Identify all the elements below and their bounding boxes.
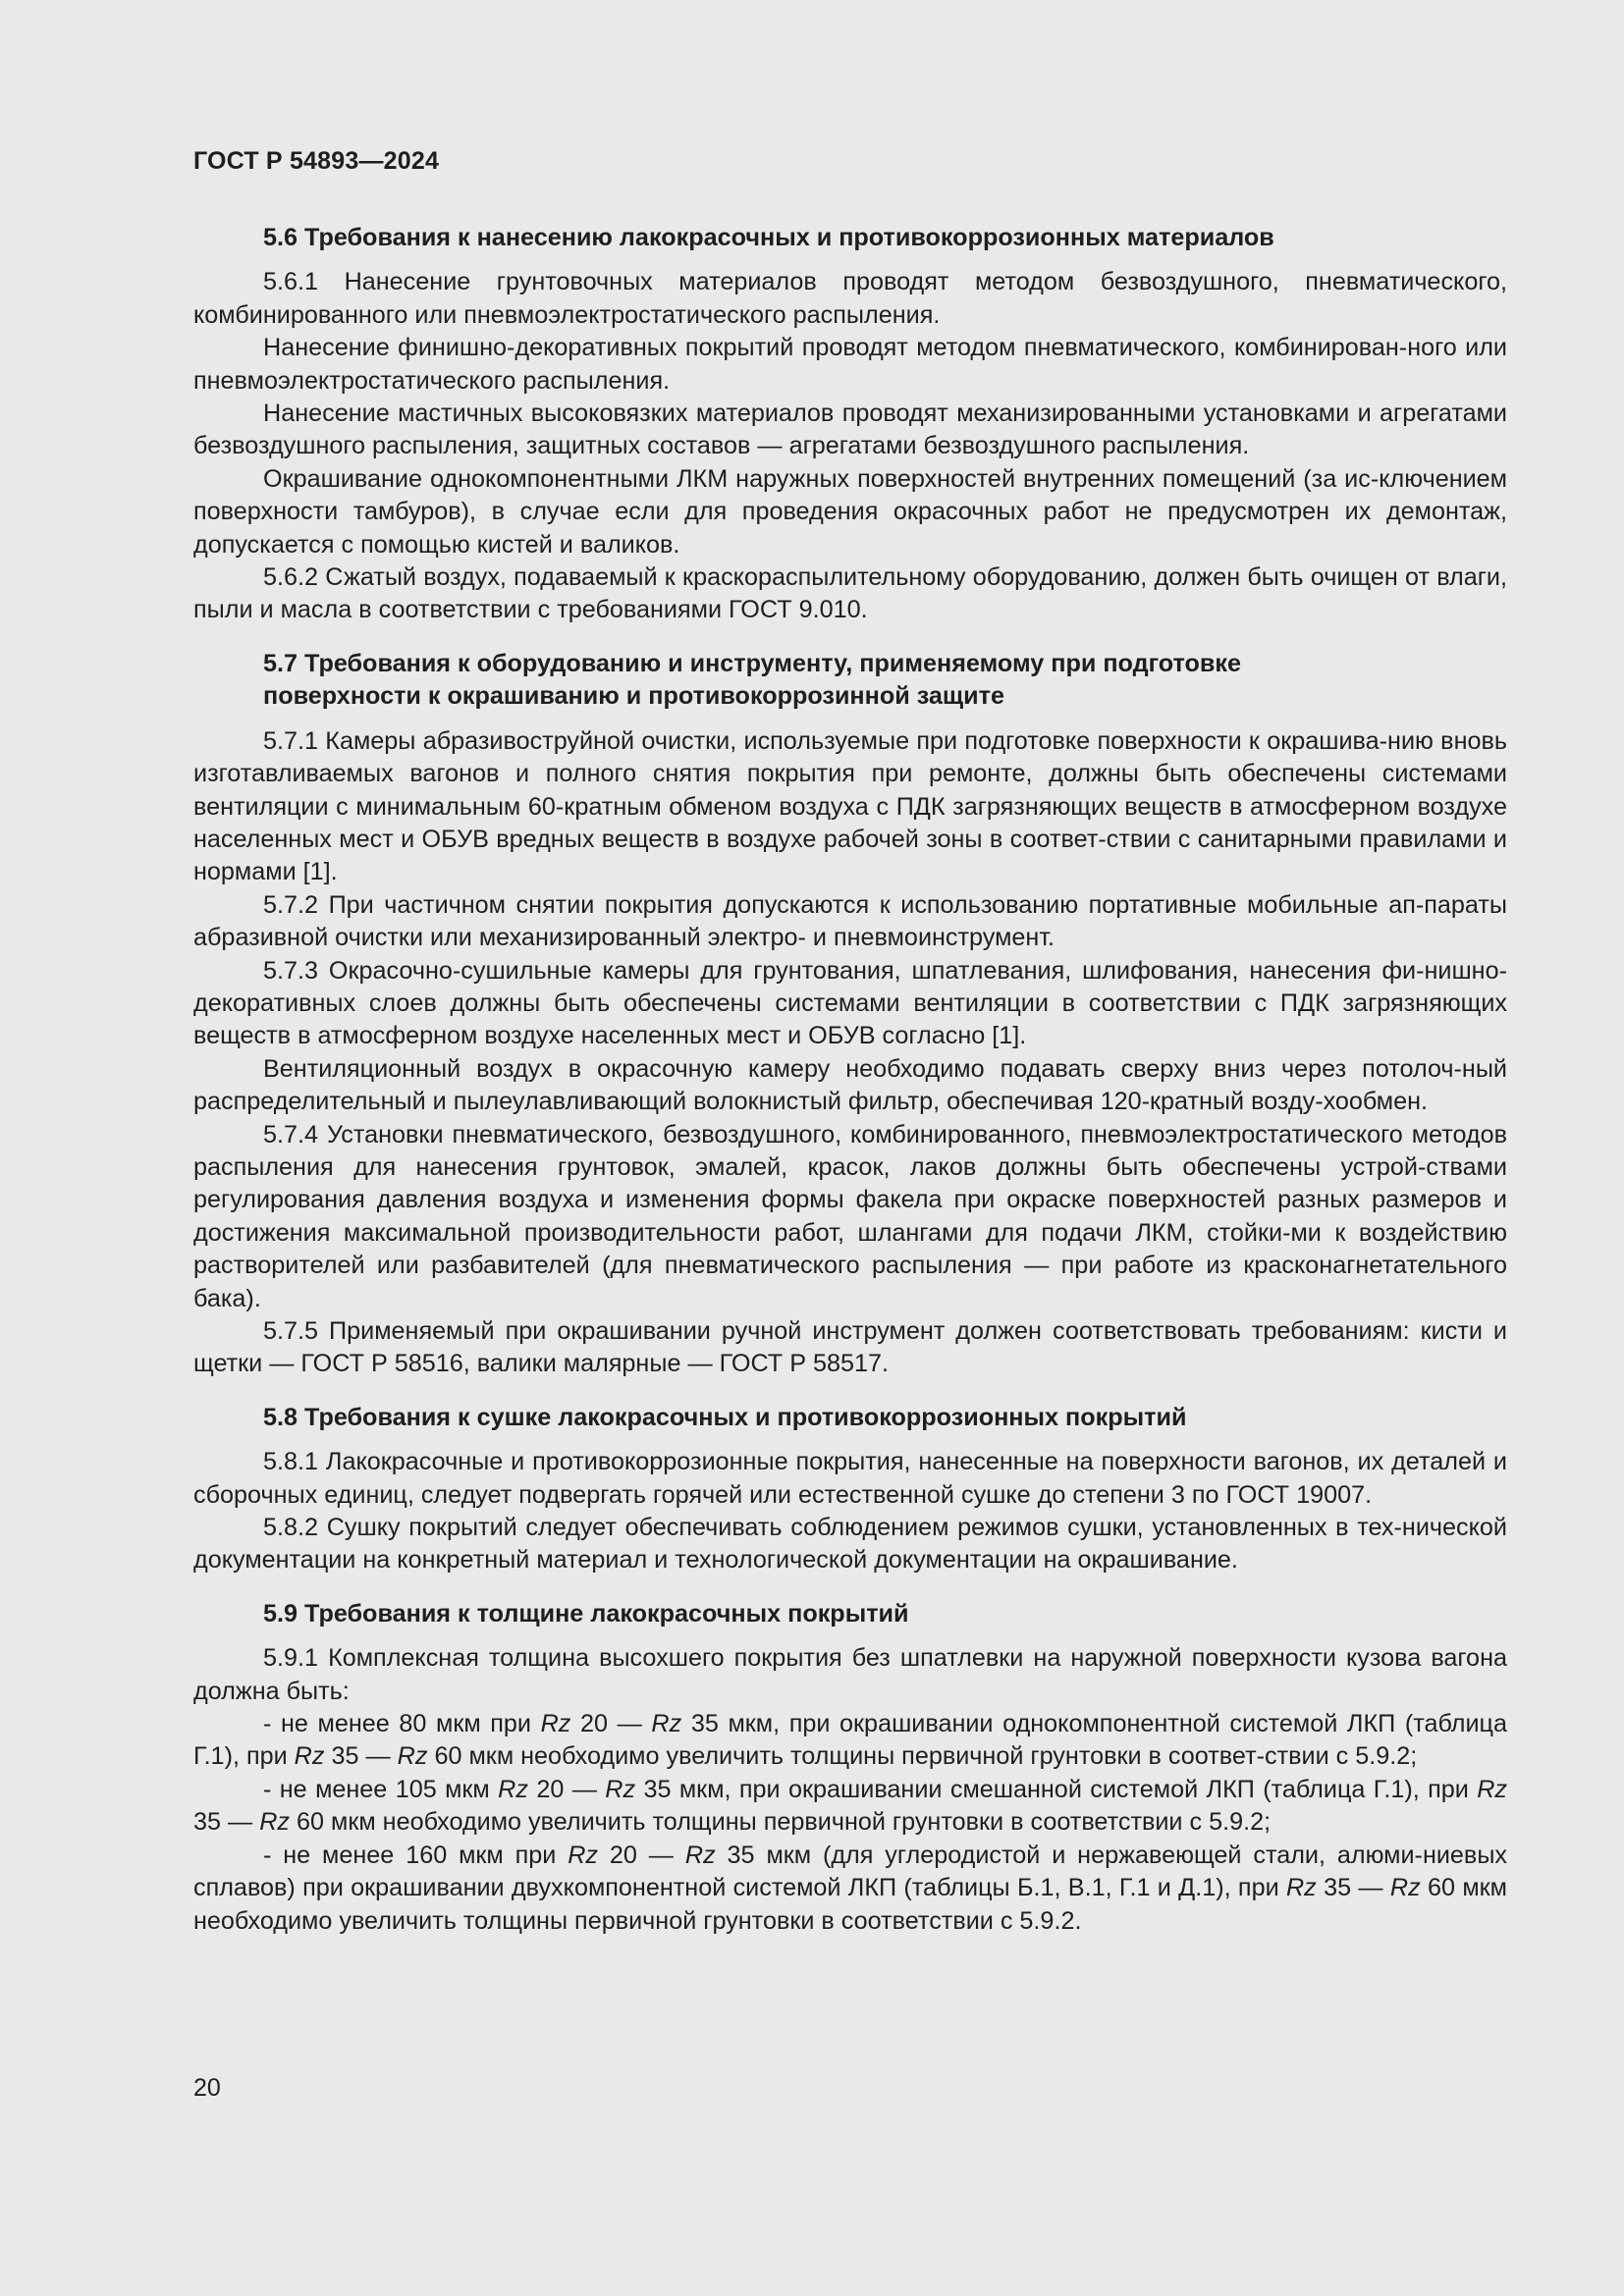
rz-symbol: Rz xyxy=(684,1841,716,1869)
section-heading-5-6: 5.6 Требования к нанесению лакокрасочных и противокоррозионных материалов xyxy=(263,224,1274,251)
page-number: 20 xyxy=(193,2074,221,2102)
section-heading-5-7-line1: 5.7 Требования к оборудованию и инструменту, применяемому при подготовке xyxy=(263,649,1241,677)
paragraph-5-8-2: 5.8.2 Сушку покрытий следует обеспечивать соблюдением режимов сушки, установленных в тех-нической документации на конкретный материал и технологической документации на окрашивание. xyxy=(193,1514,1507,1575)
paragraph-5-6-1-finish: Нанесение финишно-декоративных покрытий проводят методом пневматического, комбинирован-ного или пневмоэлектростатического распыления. xyxy=(193,334,1507,395)
rz-symbol: Rz xyxy=(1477,1775,1507,1803)
section-heading-5-9: 5.9 Требования к толщине лакокрасочных покрытий xyxy=(263,1599,909,1628)
paragraph-5-7-2: 5.7.2 При частичном снятии покрытия допускаются к использованию портативные мобильные ап-параты абразивной очистки или механизированный электро- и пневмоинструмент. xyxy=(193,890,1507,952)
rz-symbol: Rz xyxy=(1285,1874,1317,1902)
rz-symbol: Rz xyxy=(1389,1874,1421,1902)
rz-symbol: Rz xyxy=(498,1775,528,1803)
paragraph-5-9-1: 5.9.1 Комплексная толщина высохшего покрытия без шпатлевки на наружной поверхности кузова вагона должна быть: xyxy=(193,1644,1507,1705)
paragraph-5-6-2: 5.6.2 Сжатый воздух, подаваемый к краскораспылительному оборудованию, должен быть очищен от влаги, пыли и масла в соответствии с требованиями ГОСТ 9.010. xyxy=(193,563,1507,624)
document-body xyxy=(193,222,1507,1938)
list-item-80-mkm: - не менее 80 мкм при Rz 20 — Rz 35 мкм, при окрашивании однокомпонентной системой ЛКП (таблица Г.1), при Rz 35 — Rz 60 мкм необходимо увеличить толщины первичной грунтовки в соответ-ствии с 5.9.2; xyxy=(193,1710,1507,1771)
list-item-160-mkm: - не менее 160 мкм при Rz 20 — Rz 35 мкм (для углеродистой и нержавеющей стали, алюми-ниевых сплавов) при окрашивании двухкомпонентной системой ЛКП (таблицы Б.1, В.1, Г.1 и Д.1), при Rz 35 — Rz 60 мкм необходимо увеличить толщины первичной грунтовки в соответствии с 5.9.2. xyxy=(193,1841,1508,1935)
paragraph-5-6-1-brush: Окрашивание однокомпонентными ЛКМ наружных поверхностей внутренних помещений (за ис-ключением поверхности тамбуров), в случае если для проведения окрасочных работ не предусмотрен их демонтаж, допускается с помощью кистей и валиков. xyxy=(193,464,1507,559)
paragraph-5-7-3-ventilation: Вентиляционный воздух в окрасочную камеру необходимо подавать сверху вниз через потолоч-ный распределительный и пылеулавливающий волокнистый фильтр, обеспечивая 120-кратный возду-хообмен. xyxy=(193,1054,1507,1116)
paragraph-5-6-1-mastic: Нанесение мастичных высоковязких материалов проводят механизированными установками и агрегатами безвоздушного распыления, защитных составов — агрегатами безвоздушного распыления. xyxy=(193,400,1507,460)
document-code-header: ГОСТ Р 54893—2024 xyxy=(193,147,440,175)
rz-symbol: Rz xyxy=(605,1775,636,1803)
rz-symbol: Rz xyxy=(540,1710,571,1738)
paragraph-5-8-1: 5.8.1 Лакокрасочные и противокоррозионные покрытия, нанесенные на поверхности вагонов, их деталей и сборочных единиц, следует подвергать горячей или естественной сушке до степени 3 по ГОСТ 19007. xyxy=(193,1448,1507,1509)
paragraph-5-7-1: 5.7.1 Камеры абразивоструйной очистки, используемые при подготовке поверхности к окрашива-нию вновь изготавливаемых вагонов и полного снятия покрытия при ремонте, должны быть обеспечены системами вентиляции с минимальным 60-кратным обменом воздуха с ПДК загрязняющих веществ в атмосферном воздухе населенных мест и ОБУВ вредных веществ в воздухе рабочей зоны в соответ-ствии с санитарными правилами и нормами [1]. xyxy=(193,726,1507,886)
paragraph-5-7-4: 5.7.4 Установки пневматического, безвоздушного, комбинированного, пневмоэлектростатического методов распыления для нанесения грунтовок, эмалей, красок, лаков должны быть обеспечены устрой-ствами регулирования давления воздуха и изменения формы факела при окраске поверхностей разных размеров и достижения максимальной производительности работ, шлангами для подачи ЛКМ, стойки-ми к воздействию растворителей или разбавителей (для пневматического распыления — при работе из красконагнетательного бака). xyxy=(193,1120,1507,1312)
paragraph-5-7-3: 5.7.3 Окрасочно-сушильные камеры для грунтования, шпатлевания, шлифования, нанесения фи-нишно-декоративных слоев должны быть обеспечены системами вентиляции в соответствии с ПДК загрязняющих веществ в атмосферном воздухе населенных мест и ОБУВ согласно [1]. xyxy=(193,956,1507,1050)
rz-symbol: Rz xyxy=(397,1742,428,1771)
rz-symbol: Rz xyxy=(568,1841,599,1869)
paragraph-5-7-5: 5.7.5 Применяемый при окрашивании ручной инструмент должен соответствовать требованиям: кисти и щетки — ГОСТ Р 58516, валики малярные — ГОСТ Р 58517. xyxy=(193,1317,1507,1378)
paragraph-5-6-1: 5.6.1 Нанесение грунтовочных материалов проводят методом безвоздушного, пневматического, комбинированного или пневмоэлектростатического распыления. xyxy=(193,268,1507,329)
section-heading-5-7-line2: поверхности к окрашиванию и противокоррозинной защите xyxy=(263,682,1004,711)
rz-symbol: Rz xyxy=(294,1742,325,1771)
section-heading-5-8: 5.8 Требования к сушке лакокрасочных и противокоррозионных покрытий xyxy=(263,1403,1187,1431)
rz-symbol: Rz xyxy=(259,1808,290,1837)
list-item-105-mkm: - не менее 105 мкм Rz 20 — Rz 35 мкм, при окрашивании смешанной системой ЛКП (таблица Г.1), при Rz 35 — Rz 60 мкм необходимо увеличить толщины первичной грунтовки в соответствии с 5.9.2; xyxy=(193,1775,1507,1837)
rz-symbol: Rz xyxy=(651,1710,682,1738)
